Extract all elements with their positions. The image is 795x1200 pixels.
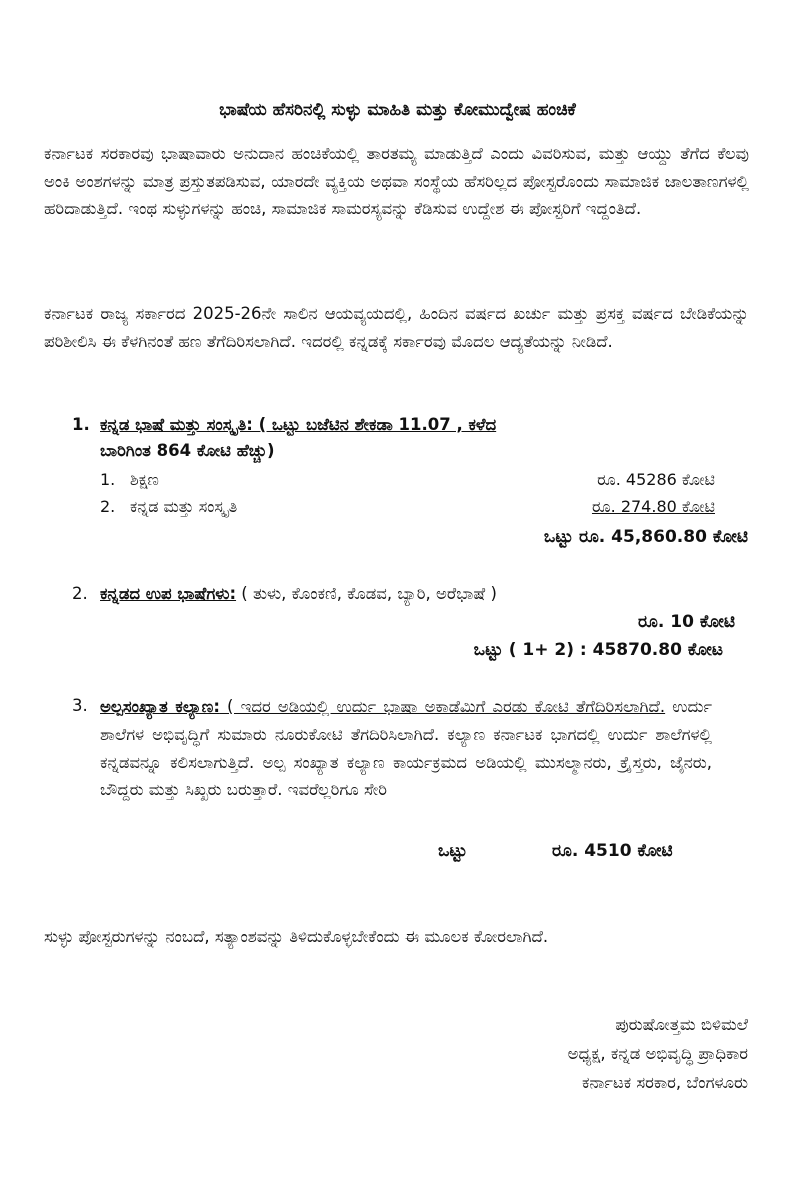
section2-total: ಒಟ್ಟು ( 1+ 2) : 45870.80 ಕೋಟ xyxy=(473,640,723,660)
section1-item2-label: ಕನ್ನಡ ಮತ್ತು ಸಂಸ್ಕೃತಿ xyxy=(130,497,238,516)
signatory-designation: ಅಧ್ಯಕ್ಷ, ಕನ್ನಡ ಅಭಿವೃದ್ಧಿ ಪ್ರಾಧಿಕಾರ xyxy=(567,1044,748,1063)
section2-number: 2. xyxy=(72,584,88,603)
section1-number: 1. xyxy=(72,415,90,434)
intro-paragraph: ಕರ್ನಾಟಕ ಸರಕಾರವು ಭಾಷಾವಾರು ಅನುದಾನ ಹಂಚಿಕೆಯಲ್ಲಿ ತಾರತಮ್ಯ ಮಾಡುತ್ತಿದೆ ಎಂದು ವಿವರಿಸುವ, ಮತ್ತು ಆಯ್ದು ತೆಗೆದ ಕೆಲವು ಅಂಕಿ ಅಂಶಗಳನ್ನು ಮಾತ್ರ ಪ್ರಸ್ತುತಪಡಿಸುವ, ಯಾರದೇ ವ್ಯಕ್ತಿಯ ಅಥವಾ ಸಂಸ್ಥೆಯ ಹೆಸರಿಲ್ಲದ ಪೋಸ್ಟರೊಂದು ಸಾಮಾಜಿಕ ಜಾಲತಾಣಗಳಲ್ಲಿ ಹರಿದಾಡುತ್ತಿದೆ. ಇಂಥ ಸುಳ್ಳುಗಳನ್ನು ಹಂಚಿ, ಸಾಮಾಜಿಕ ಸಾಮರಸ್ಯವನ್ನು ಕೆಡಿಸುವ ಉದ್ದೇಶ ಈ ಪೋಸ್ಟರಿಗೆ ಇದ್ದಂತಿದೆ. xyxy=(44,144,749,218)
signatory-organisation: ಕರ್ನಾಟಕ ಸರಕಾರ, ಬೆಂಗಳೂರು xyxy=(581,1073,748,1092)
section2-amount: ರೂ. 10 ಕೋಟಿ xyxy=(638,612,735,632)
section3-heading: ಅಲ್ಪಸಂಖ್ಯಾತ ಕಲ್ಯಾಣ: xyxy=(100,697,220,716)
section1-heading-line1: ಕನ್ನಡ ಭಾಷೆ ಮತ್ತು ಸಂಸ್ಕೃತಿ: ( ಒಟ್ಟು ಬಜೆಟಿನ ಶೇಕಡಾ 11.07 , ಕಳೆದ xyxy=(100,415,497,434)
section1-item2-amount-wrap xyxy=(450,495,715,519)
section2-heading-line xyxy=(100,581,740,607)
signature-block xyxy=(568,1010,748,1097)
section1-total: ಒಟ್ಟು ರೂ. 45,860.80 ಕೋಟಿ xyxy=(543,527,748,547)
section3-total-label: ಒಟ್ಟು xyxy=(438,841,468,861)
section1-heading-line2: ಬಾರಿಗಿಂತ 864 ಕೋಟಿ ಹೆಚ್ಚು) xyxy=(100,441,275,460)
signatory-name: ಪುರುಷೋತ್ತಮ ಬಿಳಿಮಲೆ xyxy=(615,1015,748,1034)
section2-detail: ( ತುಳು, ಕೊಂಕಣಿ, ಕೊಡವ, ಬ್ಯಾರಿ, ಅರೆಭಾಷೆ ) xyxy=(236,584,497,603)
section2-heading: ಕನ್ನಡದ ಉಪ ಭಾಷೆಗಳು: xyxy=(100,584,237,603)
section1-item2-number: 2. xyxy=(100,497,116,516)
section3-number: 3. xyxy=(72,696,88,715)
section1-item1-amount: ರೂ. 45286 ಕೋಟಿ xyxy=(597,470,715,489)
section3-body xyxy=(100,693,712,804)
closing-paragraph: ಸುಳ್ಳು ಪೋಸ್ಟರುಗಳನ್ನು ನಂಬದೆ, ಸತ್ಯಾಂಶವನ್ನು ತಿಳಿದುಕೊಳ್ಳಬೇಕೆಂದು ಈ ಮೂಲಕ ಕೋರಲಾಗಿದೆ. xyxy=(44,927,549,946)
section1-item1-label: ಶಿಕ್ಷಣ xyxy=(130,470,159,489)
document-title: ಭಾಷೆಯ ಹೆಸರಿನಲ್ಲಿ ಸುಳ್ಳು ಮಾಹಿತಿ ಮತ್ತು ಕೋಮುದ್ವೇಷ ಹಂಚಿಕೆ xyxy=(219,100,576,120)
section3-total-amount: ರೂ. 4510 ಕೋಟಿ xyxy=(552,841,673,861)
section1-item2-amount: ರೂ. 274.80 ಕೋಟಿ xyxy=(591,497,715,516)
section1-heading xyxy=(100,412,720,464)
section3-detail: ಉರ್ದು ಶಾಲೆಗಳ ಅಭಿವೃದ್ಧಿಗೆ ಸುಮಾರು ನೂರುಕೋಟಿ ತೆಗದಿರಿಸಿಲಾಗಿದೆ. ಕಲ್ಯಾಣ ಕರ್ನಾಟಕ ಭಾಗದಲ್ಲಿ ಉರ್ದು ಶಾಲೆಗಳಲ್ಲಿ ಕನ್ನಡವನ್ನೂ ಕಲಿಸಲಾಗುತ್ತಿದೆ. ಅಲ್ಪ ಸಂಖ್ಯಾತ ಕಲ್ಯಾಣ ಕಾರ್ಯಕ್ರಮದ ಅಡಿಯಲ್ಲಿ ಮುಸಲ್ಮಾನರು, ಕ್ರೈಸ್ತರು, ಜೈನರು, ಬೌದ್ದರು ಮತ್ತು ಸಿಖ್ಖರು ಬರುತ್ತಾರೆ. ಇವರೆಲ್ಲರಿಗೂ ಸೇರಿ xyxy=(100,697,712,800)
budget-paragraph: ಕರ್ನಾಟಕ ರಾಜ್ಯ ಸರ್ಕಾರದ 2025-26ನೇ ಸಾಲಿನ ಆಯವ್ಯಯದಲ್ಲಿ, ಹಿಂದಿನ ವರ್ಷದ ಖರ್ಚು ಮತ್ತು ಪ್ರಸಕ್ತ ವರ್ಷದ ಬೇಡಿಕೆಯನ್ನು ಪರಿಶೀಲಿಸಿ ಈ ಕೆಳಗಿನಂತೆ ಹಣ ತೆಗೆದಿರಿಸಲಾಗಿದೆ. ಇದರಲ್ಲಿ ಕನ್ನಡಕ್ಕೆ ಸರ್ಕಾರವು ಮೊದಲ ಆದ್ಯತೆಯನ್ನು ನೀಡಿದೆ. xyxy=(44,304,749,351)
section1-item1-number: 1. xyxy=(100,470,116,489)
section3-detail-underlined: ( ಇದರ ಅಡಿಯಲ್ಲಿ ಉರ್ದು ಭಾಷಾ ಅಕಾಡೆಮಿಗೆ ಎರಡು ಕೋಟಿ ತೆಗೆದಿರಿಸಲಾಗಿದೆ. xyxy=(219,697,666,716)
